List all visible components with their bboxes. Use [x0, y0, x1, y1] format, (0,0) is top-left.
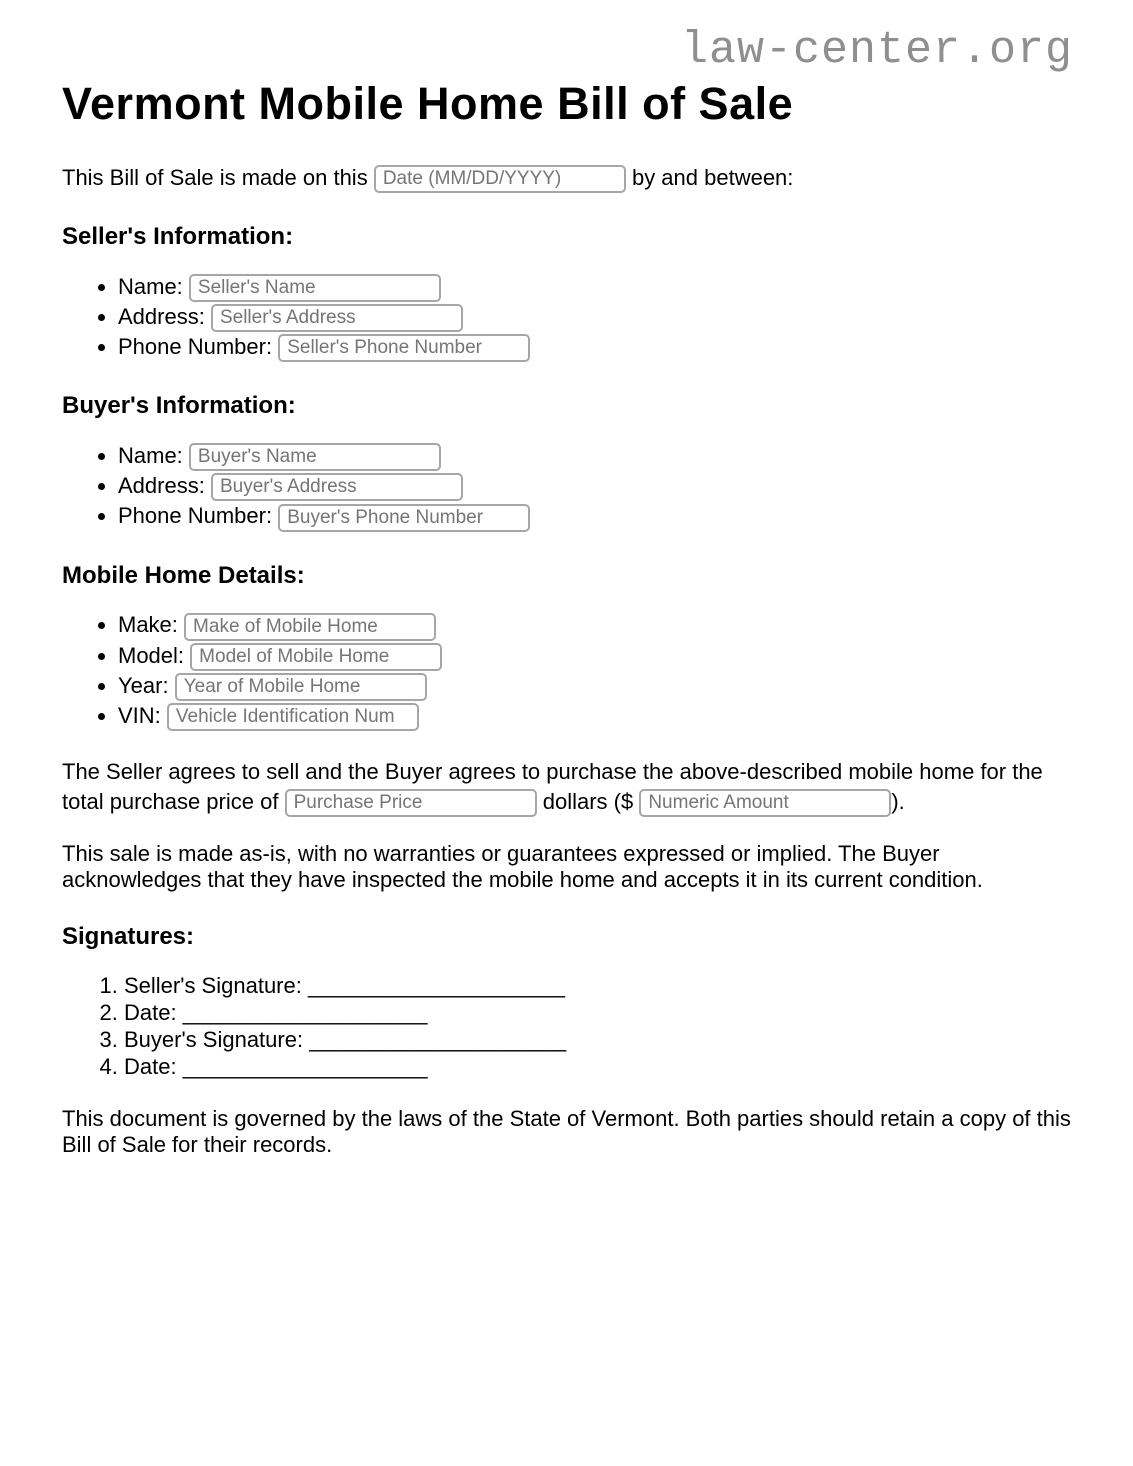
seller-signature-label: Seller's Signature:: [124, 973, 302, 999]
make-label: Make:: [118, 612, 178, 638]
intro-text-after: by and between:: [631, 164, 794, 190]
buyer-section-heading: Buyer's Information:: [62, 392, 296, 420]
list-item: [124, 999, 1073, 1026]
seller-date-label: Date:: [124, 1000, 177, 1026]
list-item: [118, 701, 1073, 731]
seller-signature-line: _____________________: [307, 973, 565, 999]
intro-paragraph: [62, 163, 1073, 193]
seller-section-heading: Seller's Information:: [62, 222, 294, 250]
list-item: [118, 671, 1073, 701]
list-item: [124, 1026, 1073, 1053]
page-title: Vermont Mobile Home Bill of Sale: [62, 77, 794, 129]
buyer-date-line: ____________________: [182, 1054, 428, 1080]
purchase-price-input[interactable]: [285, 789, 537, 817]
list-item: [118, 332, 1073, 362]
buyer-name-input[interactable]: [189, 443, 441, 471]
price-text-middle: dollars ($: [542, 789, 634, 815]
list-item: [118, 272, 1073, 302]
vin-label: VIN:: [118, 703, 161, 729]
mobile-home-section-heading: Mobile Home Details:: [62, 561, 305, 589]
model-label: Model:: [118, 642, 185, 668]
list-item: [118, 302, 1073, 332]
list-item: [118, 471, 1073, 501]
seller-name-label: Name:: [118, 273, 183, 299]
buyer-signature-line: _____________________: [309, 1027, 567, 1053]
seller-phone-label: Phone Number:: [118, 334, 273, 360]
seller-address-input[interactable]: [211, 304, 463, 332]
list-item: [118, 441, 1073, 471]
price-text-after: ).: [891, 789, 905, 815]
list-item: [124, 1053, 1073, 1080]
price-paragraph: [62, 757, 1073, 817]
site-logo: law-center.org: [680, 25, 1073, 76]
governing-law-paragraph: This document is governed by the laws of the State of Vermont. Both parties should retain a copy of this Bill of Sale for their records.: [62, 1106, 1071, 1158]
numeric-amount-input[interactable]: [639, 789, 891, 817]
model-input[interactable]: [190, 643, 442, 671]
buyer-address-label: Address:: [118, 473, 205, 499]
date-input[interactable]: [374, 165, 626, 193]
price-text-before: The Seller agrees to sell and the Buyer agrees to purchase the above-described mobile home for the total purchase price of: [62, 759, 1043, 815]
list-item: [118, 610, 1073, 640]
seller-phone-input[interactable]: [278, 334, 530, 362]
seller-field-list: [62, 272, 1073, 363]
signatures-section-heading: Signatures:: [62, 923, 195, 951]
buyer-address-input[interactable]: [211, 473, 463, 501]
year-label: Year:: [118, 672, 169, 698]
buyer-field-list: [62, 441, 1073, 532]
list-item: [118, 501, 1073, 531]
seller-name-input[interactable]: [189, 274, 441, 302]
seller-date-line: ____________________: [182, 1000, 428, 1026]
as-is-paragraph: This sale is made as-is, with no warranties or guarantees expressed or implied. The Buyer acknowledges that they have inspected the mobile home and accepts it in its current condition.: [62, 841, 983, 893]
signature-list: [62, 972, 1073, 1080]
year-input[interactable]: [175, 673, 427, 701]
intro-text-before: This Bill of Sale is made on this: [62, 164, 368, 190]
seller-address-label: Address:: [118, 303, 205, 329]
buyer-name-label: Name:: [118, 443, 183, 469]
buyer-phone-input[interactable]: [278, 504, 530, 532]
list-item: [118, 641, 1073, 671]
list-item: [124, 972, 1073, 999]
buyer-phone-label: Phone Number:: [118, 503, 273, 529]
buyer-date-label: Date:: [124, 1054, 177, 1080]
buyer-signature-label: Buyer's Signature:: [124, 1027, 304, 1053]
vin-input[interactable]: [167, 703, 419, 731]
mobile-home-field-list: [62, 610, 1073, 731]
make-input[interactable]: [184, 613, 436, 641]
